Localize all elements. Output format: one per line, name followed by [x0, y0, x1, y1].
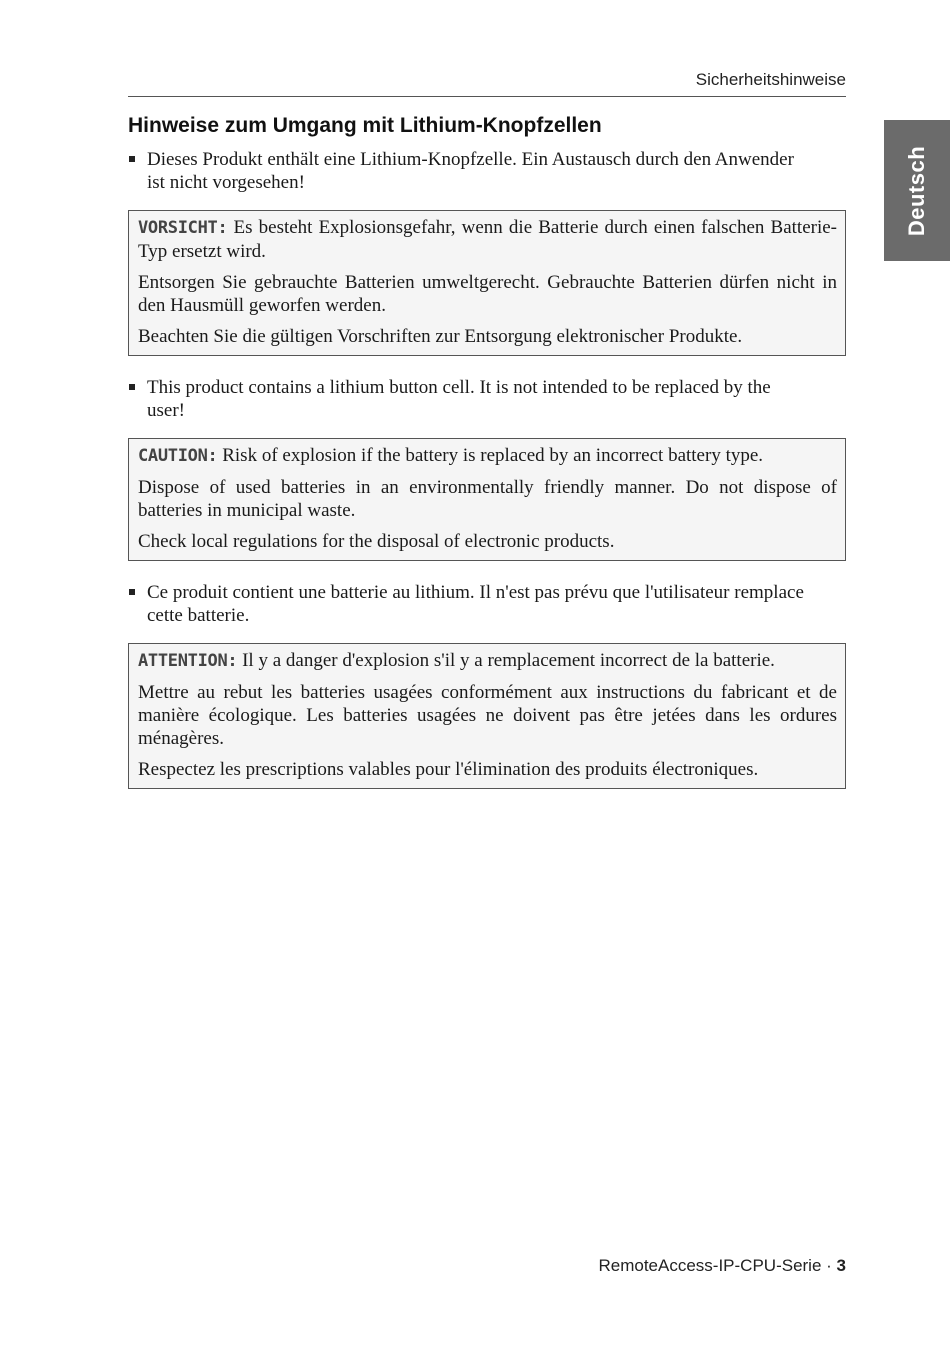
warning-body-text: Beachten Sie die gültigen Vorschriften zur Entsorgung elektronischer Produkte. — [138, 326, 743, 347]
notice-block-french — [128, 581, 846, 789]
bullet-item: Dieses Produkt enthält eine Lithium-Knopfzelle. Ein Austausch durch den Anwender ist nicht vorgesehen! — [128, 148, 846, 194]
warning-body-text: Respectez les prescriptions valables pour l'élimination des produits électroniques. — [138, 759, 759, 780]
warning-body-text: Mettre au rebut les batteries usagées conformément aux instructions du fabricant et de manière écologique. Les batteries usagées ne doivent pas être jetées dans les ordures ménagères. — [138, 682, 837, 749]
notice-block-german — [128, 148, 846, 356]
warning-body-text: Entsorgen Sie gebrauchte Batterien umweltgerecht. Gebrauchte Batterien dürfen nicht in den Hausmüll geworfen werden. — [138, 272, 837, 316]
warning-body-text: Check local regulations for the disposal of electronic products. — [138, 531, 615, 552]
page-number: 3 — [836, 1256, 846, 1275]
bullet-item: This product contains a lithium button cell. It is not intended to be replaced by the user! — [128, 376, 846, 422]
warning-text: Il y a danger d'explosion s'il y a remplacement incorrect de la batterie. — [237, 650, 775, 671]
header-divider — [128, 96, 846, 97]
notice-block-english — [128, 376, 846, 561]
warning-paragraph — [138, 216, 837, 263]
warning-body-text: Dispose of used batteries in an environmentally friendly manner. Do not dispose of batteries in municipal waste. — [138, 477, 837, 521]
warning-paragraph — [138, 649, 837, 673]
page-content — [128, 114, 846, 809]
warning-label: ATTENTION: — [138, 651, 238, 671]
warning-text: Risk of explosion if the battery is replaced by an incorrect battery type. — [217, 445, 764, 466]
warning-paragraph — [138, 444, 837, 468]
section-heading: Hinweise zum Umgang mit Lithium-Knopfzellen — [128, 114, 602, 137]
running-header: Sicherheitshinweise — [695, 70, 846, 89]
language-tab — [884, 120, 950, 261]
footer-product-name: RemoteAccess-IP-CPU-Serie · — [598, 1256, 837, 1275]
page-footer — [598, 1256, 846, 1276]
warning-box — [128, 643, 846, 789]
bullet-item: Ce produit contient une batterie au lithium. Il n'est pas prévu que l'utilisateur remplace cette batterie. — [128, 581, 846, 627]
warning-label: CAUTION: — [138, 446, 218, 466]
warning-label: VORSICHT: — [138, 218, 228, 238]
warning-text: Es besteht Explosionsgefahr, wenn die Batterie durch einen falschen Batterie-Typ ersetzt wird. — [138, 217, 837, 262]
warning-box — [128, 438, 846, 561]
language-tab-label: Deutsch — [904, 145, 929, 236]
warning-box — [128, 210, 846, 356]
